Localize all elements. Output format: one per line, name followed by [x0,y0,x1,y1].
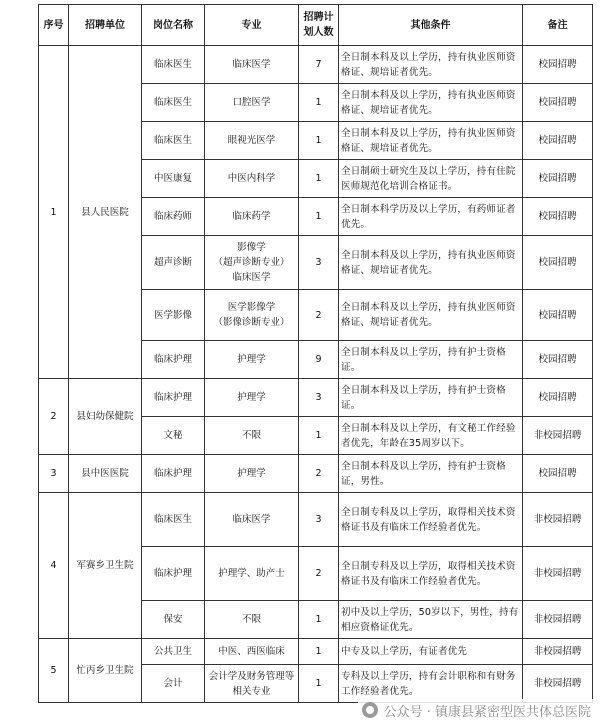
conditions-cell: 全日制专科及以上学历，取得相关技术资格证书及有临床工作经验者优先。 [339,547,523,601]
major-cell: 不限 [205,417,299,455]
major-cell: 中医、西医临床 [205,639,299,665]
major-cell: 护理学 [205,379,299,417]
major-cell: 不限 [205,601,299,639]
recruitment-table [38,4,593,703]
post-name: 临床护理 [142,379,205,417]
header-unit: 招聘单位 [69,5,142,46]
plan-count: 2 [299,290,339,341]
unit-seq: 5 [39,639,69,703]
major-cell: 临床医学 [205,46,299,84]
plan-count: 1 [299,160,339,198]
conditions-cell: 全日制本科学历及以上学历，有药师证者优先。 [339,198,523,236]
unit-name: 县人民医院 [69,46,142,379]
conditions-cell: 全日制专科及以上学历，取得相关技术资格证书及有临床工作经验者优先。 [339,493,523,547]
conditions-cell: 全日制本科及以上学历，持有执业医师资格证、规培证者优先。 [339,290,523,341]
unit-name: 县中医医院 [69,455,142,493]
header-post: 岗位名称 [142,5,205,46]
post-name: 临床护理 [142,455,205,493]
major-cell: 临床药学 [205,198,299,236]
major-cell: 口腔医学 [205,84,299,122]
major-cell: 护理学、助产士 [205,547,299,601]
conditions-cell: 全日制本科及以上学历，有文秘工作经验者优先，年龄在35周岁以下。 [339,417,523,455]
header-major: 专业 [205,5,299,46]
note-cell: 非校园招聘 [523,601,593,639]
unit-seq: 2 [39,379,69,455]
major-cell: 眼视光医学 [205,122,299,160]
plan-count: 9 [299,341,339,379]
table-row [39,379,593,417]
note-cell: 校园招聘 [523,84,593,122]
major-cell: 医学影像学 （影像诊断专业） [205,290,299,341]
plan-count: 3 [299,236,339,290]
conditions-cell: 全日制本科及以上学历，持有护士资格证。 [339,341,523,379]
wechat-logo-icon [362,702,378,718]
post-name: 临床护理 [142,547,205,601]
post-name: 临床医生 [142,122,205,160]
plan-count: 7 [299,46,339,84]
post-name: 公共卫生 [142,639,205,665]
major-cell: 临床医学 [205,493,299,547]
header-seq: 序号 [39,5,69,46]
plan-count: 1 [299,639,339,665]
unit-seq: 3 [39,455,69,493]
unit-name: 县妇幼保健院 [69,379,142,455]
major-cell: 护理学 [205,341,299,379]
note-cell: 校园招聘 [523,290,593,341]
conditions-cell: 中专及以上学历，有证者优先 [339,639,523,665]
table-row [39,46,593,84]
post-name: 中医康复 [142,160,205,198]
note-cell: 校园招聘 [523,341,593,379]
conditions-cell: 全日制本科及以上学历，持有执业医师资格证、规培证者优先。 [339,46,523,84]
major-cell: 会计学及财务管理等相关专业 [205,665,299,703]
header-row [39,5,593,46]
unit-name: 忙丙乡卫生院 [69,639,142,703]
post-name: 保安 [142,601,205,639]
note-cell: 非校园招聘 [523,639,593,665]
watermark-text: 公众号 · 镇康县紧密型医共体总医院 [383,704,591,720]
major-cell: 护理学 [205,455,299,493]
note-cell: 非校园招聘 [523,665,593,703]
note-cell: 非校园招聘 [523,493,593,547]
post-name: 临床药师 [142,198,205,236]
header-note: 备注 [523,5,593,46]
header-plan: 招聘计划人数 [299,5,339,46]
post-name: 临床医生 [142,493,205,547]
note-cell: 校园招聘 [523,46,593,84]
table-row [39,493,593,547]
note-cell: 校园招聘 [523,122,593,160]
conditions-cell: 全日制硕士研究生及以上学历，持有住院医师规范化培训合格证书。 [339,160,523,198]
plan-count: 1 [299,601,339,639]
table-row [39,455,593,493]
plan-count: 1 [299,198,339,236]
plan-count: 1 [299,665,339,703]
conditions-cell: 全日制本科及以上学历，持有护士资格证。 [339,379,523,417]
plan-count: 3 [299,379,339,417]
unit-seq: 4 [39,493,69,639]
table-row [39,639,593,665]
major-cell: 影像学 （超声诊断专业） 临床医学 [205,236,299,290]
note-cell: 校园招聘 [523,160,593,198]
note-cell: 校园招聘 [523,455,593,493]
unit-seq: 1 [39,46,69,379]
conditions-cell: 全日制本科及以上学历，持有执业医师资格证、规培证者优先。 [339,122,523,160]
post-name: 医学影像 [142,290,205,341]
conditions-cell: 全日制本科及以上学历，持有执业医师资格证、规培证者优先。 [339,84,523,122]
watermark [358,699,595,721]
plan-count: 1 [299,122,339,160]
post-name: 超声诊断 [142,236,205,290]
note-cell: 非校园招聘 [523,417,593,455]
note-cell: 非校园招聘 [523,547,593,601]
note-cell: 校园招聘 [523,198,593,236]
conditions-cell: 全日制本科及以上学历，持有护士资格证，男性。 [339,455,523,493]
post-name: 文秘 [142,417,205,455]
post-name: 临床医生 [142,84,205,122]
note-cell: 校园招聘 [523,379,593,417]
conditions-cell: 全日制本科及以上学历，持有执业医师资格证、规培证者优先。 [339,236,523,290]
plan-count: 3 [299,493,339,547]
conditions-cell: 专科及以上学历，持有会计职称和有财务工作经验者优先。 [339,665,523,703]
header-cond: 其他条件 [339,5,523,46]
plan-count: 2 [299,547,339,601]
note-cell: 校园招聘 [523,236,593,290]
plan-count: 1 [299,84,339,122]
plan-count: 1 [299,417,339,455]
post-name: 临床护理 [142,341,205,379]
post-name: 临床医生 [142,46,205,84]
plan-count: 2 [299,455,339,493]
post-name: 会计 [142,665,205,703]
major-cell: 中医内科学 [205,160,299,198]
conditions-cell: 初中及以上学历，50岁以下，男性，持有相应资格证优先。 [339,601,523,639]
unit-name: 军赛乡卫生院 [69,493,142,639]
